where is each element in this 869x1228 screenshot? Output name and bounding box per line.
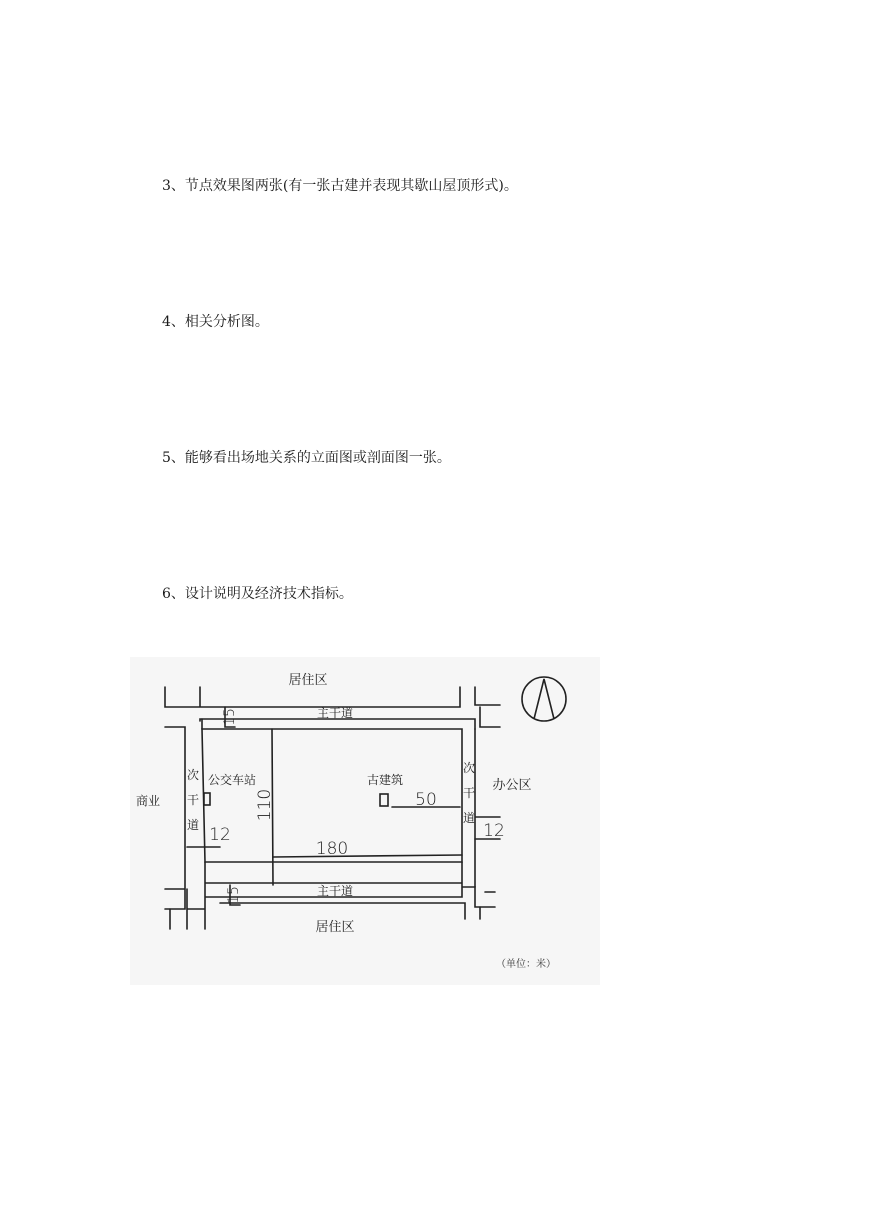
unit-note: （单位：米） (496, 959, 556, 970)
label-secondary-road-left-3: 道 (186, 818, 200, 832)
road-edge-left (165, 719, 202, 909)
label-main-road-bottom: 主干道 (316, 884, 354, 898)
ancient-building-marker (380, 794, 388, 806)
label-ancient-building: 古建筑 (366, 773, 404, 787)
dim-road-left: 12 (209, 825, 231, 845)
label-main-road-top: 主干道 (316, 706, 354, 720)
label-residential-top: 居住区 (288, 673, 328, 688)
road-edge-top-inner (200, 719, 475, 729)
north-arrow-icon (522, 677, 566, 721)
label-residential-bottom: 居住区 (315, 920, 355, 935)
site-plan-drawing (130, 657, 600, 985)
dim-height: 110 (255, 788, 275, 822)
bus-station-marker (204, 793, 210, 805)
label-secondary-road-right-2: 干 (462, 786, 476, 800)
requirement-item-5: 5、能够看出场地关系的立面图或剖面图一张。 (162, 450, 451, 466)
label-secondary-road-right-1: 次 (462, 761, 476, 775)
label-commercial: 商业 (135, 794, 161, 808)
road-edge-right (475, 707, 500, 887)
dim-line-180 (273, 855, 462, 857)
label-secondary-road-left-1: 次 (186, 768, 200, 782)
requirement-item-4: 4、相关分析图。 (162, 314, 269, 330)
label-secondary-road-left-2: 干 (186, 793, 200, 807)
label-bus-station: 公交车站 (207, 773, 257, 787)
road-edge-top-outer (165, 687, 500, 707)
dim-road-bottom: 15 (226, 886, 242, 904)
dim-road-right: 12 (483, 821, 505, 841)
dim-to-building: 50 (415, 790, 437, 810)
label-secondary-road-right-3: 道 (462, 811, 476, 825)
site-plan-figure (130, 657, 600, 985)
requirement-item-3: 3、节点效果图两张(有一张古建并表现其歇山屋顶形式)。 (162, 178, 518, 194)
label-office: 办公区 (492, 778, 532, 793)
dim-road-top: 15 (222, 708, 238, 726)
dim-width: 180 (315, 839, 349, 859)
requirement-item-6: 6、设计说明及经济技术指标。 (162, 586, 353, 602)
